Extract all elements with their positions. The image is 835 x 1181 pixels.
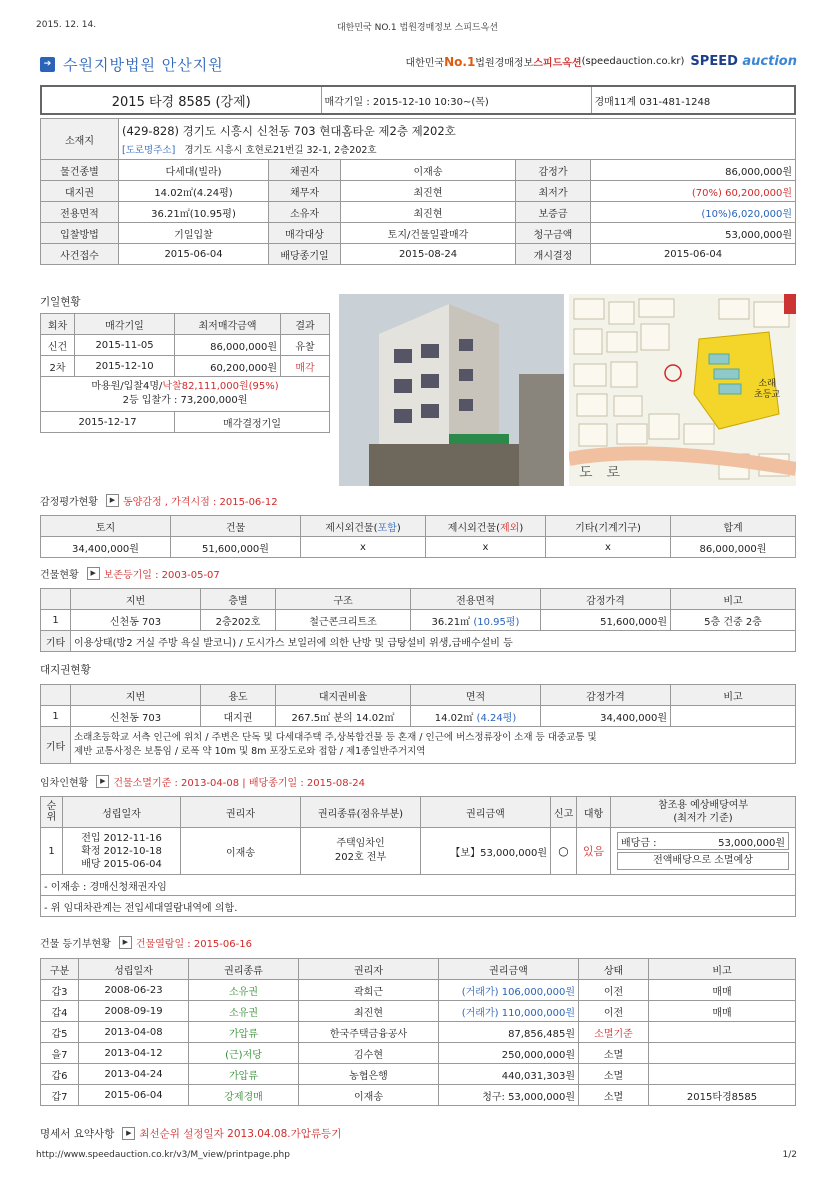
info-value: 이재송 bbox=[341, 160, 516, 181]
reg-amount: (거래가) 110,000,000원 bbox=[439, 1001, 579, 1022]
info-label: 개시결정 bbox=[516, 244, 591, 265]
reg-amount: 440,031,303원 bbox=[439, 1064, 579, 1085]
head-part: ) bbox=[519, 522, 524, 534]
info-label: 사건접수 bbox=[41, 244, 119, 265]
play-icon[interactable]: ▶ bbox=[119, 936, 132, 949]
reg-kind: (근)저당 bbox=[189, 1043, 299, 1064]
reg-no: 갑5 bbox=[41, 1022, 79, 1043]
print-title: 대한민국 NO.1 법원경매정보 스피드옥션 bbox=[336, 23, 499, 33]
building-head: 층별 bbox=[201, 589, 276, 610]
court-dept: 경매11계 031-481-1248 bbox=[591, 86, 795, 114]
registry-head: 구분 bbox=[41, 959, 79, 980]
usage: 대지권 bbox=[201, 706, 276, 727]
head-part: 제시외건물( bbox=[325, 522, 378, 534]
table-row bbox=[41, 1022, 796, 1043]
info-value: 14.02㎡(4.24평) bbox=[119, 181, 269, 202]
case-table bbox=[40, 85, 796, 115]
tenant-head-sub: (최저가 기준) bbox=[673, 813, 733, 824]
area-m2: 14.02㎡ bbox=[434, 712, 474, 724]
decision-date: 2015-12-17 bbox=[41, 412, 175, 433]
second-bid: 2등 입찰가 : 73,200,000원 bbox=[122, 395, 248, 406]
section-note: 건물열람일 : 2015-06-16 bbox=[135, 939, 252, 950]
info-label: 채무자 bbox=[269, 181, 341, 202]
reg-kind: 소유권 bbox=[189, 1001, 299, 1022]
road-address-tag[interactable]: [도로명주소] bbox=[122, 144, 176, 156]
min-price: 60,200,000원 bbox=[175, 356, 281, 377]
reg-remark: 2015타경8585 bbox=[649, 1085, 796, 1106]
appraisal-price: 51,600,000원 bbox=[541, 610, 671, 631]
reg-status-base: 소멸기준 bbox=[579, 1022, 649, 1043]
map-school-label-2: 초등교 bbox=[754, 390, 781, 400]
appraisal-value: 86,000,000원 bbox=[671, 537, 796, 558]
registry-head: 비고 bbox=[649, 959, 796, 980]
map-school-label: 소래 bbox=[758, 379, 776, 389]
tenant-note: - 이재송 : 경매신청채권자임 bbox=[41, 875, 796, 896]
play-icon[interactable]: ▶ bbox=[96, 775, 109, 788]
deposit: (10%)6,020,000원 bbox=[591, 202, 796, 223]
head-exclude: 제외 bbox=[499, 522, 520, 534]
etc-label: 기타 bbox=[41, 727, 71, 764]
info-value: 2015-06-04 bbox=[591, 244, 796, 265]
remark bbox=[671, 706, 796, 727]
appraisal-section-title bbox=[40, 493, 278, 508]
section-title: 감정평가현황 bbox=[40, 497, 98, 508]
tenant-head: 권리금액 bbox=[421, 797, 551, 828]
info-value: 53,000,000원 bbox=[591, 223, 796, 244]
dividend-label: 배당금 : bbox=[621, 837, 657, 849]
building-photo bbox=[339, 294, 564, 486]
info-label: 대지권 bbox=[41, 181, 119, 202]
footer-url[interactable]: http://www.speedauction.co.kr/v3/M_view/printpage.php bbox=[36, 1150, 290, 1160]
registry-table bbox=[40, 958, 796, 1106]
reported-mark: ○ bbox=[551, 828, 577, 875]
section-title: 명세서 요약사항 bbox=[40, 1128, 115, 1140]
location-map bbox=[569, 294, 796, 486]
head-part: 제시외건물( bbox=[447, 522, 500, 534]
reg-kind: 가압류 bbox=[189, 1022, 299, 1043]
summary-section-title bbox=[40, 1126, 341, 1141]
reg-holder: 한국주택금융공사 bbox=[299, 1022, 439, 1043]
reg-status: 이전 bbox=[579, 980, 649, 1001]
brand-mid: 법원경매정보 bbox=[475, 58, 534, 69]
appraisal-head: 합계 bbox=[671, 516, 796, 537]
reg-amount: 87,856,485원 bbox=[439, 1022, 579, 1043]
tenant-head: 참조용 예상배당여부 bbox=[657, 800, 749, 811]
building-head: 구조 bbox=[276, 589, 411, 610]
logo-auction: auction bbox=[742, 54, 797, 69]
reg-date: 2013-04-24 bbox=[79, 1064, 189, 1085]
schedule-table bbox=[40, 313, 330, 433]
info-table bbox=[40, 118, 796, 265]
winning-bid: 낙찰82,111,000원(95%) bbox=[162, 381, 279, 392]
reg-status: 소멸 bbox=[579, 1085, 649, 1106]
reg-no: 을7 bbox=[41, 1043, 79, 1064]
land-etc-line2: 제반 교통사정은 보통임 / 로폭 약 10m 및 8m 포장도로와 접함 / 제1종일반주거지역 bbox=[74, 746, 426, 757]
table-row bbox=[41, 1085, 796, 1106]
area bbox=[411, 706, 541, 727]
play-icon[interactable]: ▶ bbox=[122, 1127, 135, 1140]
section-note: 동양감정 , 가격시점 : 2015-06-12 bbox=[122, 497, 278, 508]
table-row bbox=[41, 706, 796, 727]
appraisal-value: x bbox=[426, 537, 546, 558]
occupied-part: 202호 전부 bbox=[334, 852, 387, 863]
case-number: 2015 타경 8585 (강제) bbox=[41, 86, 321, 114]
remark: 5층 건중 2층 bbox=[671, 610, 796, 631]
sale-day: 2015-12-10 bbox=[75, 356, 175, 377]
logo-speed: SPEED bbox=[690, 54, 738, 69]
row-no: 1 bbox=[41, 706, 71, 727]
address-main: (429-828) 경기도 시흥시 신천동 703 현대홈타운 제2층 제202호 bbox=[122, 123, 456, 138]
schedule-head: 최저매각금액 bbox=[175, 314, 281, 335]
registry-head: 권리금액 bbox=[439, 959, 579, 980]
land-section-title: 대지권현황 bbox=[40, 664, 91, 676]
registry-head: 권리자 bbox=[299, 959, 439, 980]
brand-banner bbox=[405, 54, 797, 69]
floor: 2층202호 bbox=[201, 610, 276, 631]
building-head: 지번 bbox=[71, 589, 201, 610]
table-row bbox=[41, 610, 796, 631]
reg-date: 2013-04-08 bbox=[79, 1022, 189, 1043]
registry-head: 성립일자 bbox=[79, 959, 189, 980]
etc-label: 기타 bbox=[41, 631, 71, 652]
schedule-head: 회차 bbox=[41, 314, 75, 335]
appraisal-head: 토지 bbox=[41, 516, 171, 537]
section-title: 임차인현황 bbox=[40, 778, 89, 789]
dividend-note: 전액배당으로 소멸예상 bbox=[617, 852, 789, 870]
result-sold: 매각 bbox=[281, 356, 330, 377]
row-no: 1 bbox=[41, 610, 71, 631]
min-price: 86,000,000원 bbox=[175, 335, 281, 356]
area bbox=[411, 610, 541, 631]
tenant-note: - 위 임대차관계는 전입세대열람내역에 의함. bbox=[41, 896, 796, 917]
land-head: 대지권비율 bbox=[276, 685, 411, 706]
info-value: 86,000,000원 bbox=[591, 160, 796, 181]
brand-url: (speedauction.co.kr) bbox=[581, 56, 685, 67]
print-date: 2015. 12. 14. bbox=[36, 20, 97, 30]
minimum-price: (70%) 60,200,000원 bbox=[591, 181, 796, 202]
reg-date: 2015-06-04 bbox=[79, 1085, 189, 1106]
reg-remark bbox=[649, 1064, 796, 1085]
reg-amount: (거래가) 106,000,000원 bbox=[439, 980, 579, 1001]
reg-holder: 최진현 bbox=[299, 1001, 439, 1022]
tenant-head: 신고 bbox=[551, 797, 577, 828]
road-address: 경기도 시흥시 호현로21번길 32-1, 2층202호 bbox=[184, 144, 377, 156]
court-name: 수원지방법원 안산지원 bbox=[63, 55, 224, 74]
lot-number: 신천동 703 bbox=[71, 706, 201, 727]
info-label: 최저가 bbox=[516, 181, 591, 202]
info-label: 소유자 bbox=[269, 202, 341, 223]
building-head: 전용면적 bbox=[411, 589, 541, 610]
reg-no: 갑4 bbox=[41, 1001, 79, 1022]
table-row bbox=[41, 335, 330, 356]
tenant-head: 순위 bbox=[41, 797, 63, 828]
right-amount: 【보】53,000,000원 bbox=[421, 828, 551, 875]
reg-holder: 이재송 bbox=[299, 1085, 439, 1106]
reg-amount: 250,000,000원 bbox=[439, 1043, 579, 1064]
sale-date: 매각기일 : 2015-12-10 10:30~(목) bbox=[321, 86, 591, 114]
info-label: 채권자 bbox=[269, 160, 341, 181]
info-label: 전용면적 bbox=[41, 202, 119, 223]
court-header bbox=[40, 52, 440, 76]
dividend-date: 배당 2015-06-04 bbox=[81, 858, 162, 870]
appraisal-head bbox=[301, 516, 426, 537]
brand-speed: 스피드옥션 bbox=[533, 58, 582, 69]
schedule-head: 매각기일 bbox=[75, 314, 175, 335]
map-road-label-2: 로 bbox=[606, 465, 635, 481]
appraisal-head: 건물 bbox=[171, 516, 301, 537]
reg-kind: 소유권 bbox=[189, 980, 299, 1001]
land-ratio: 267.5㎡ 분의 14.02㎡ bbox=[276, 706, 411, 727]
reg-status: 이전 bbox=[579, 1001, 649, 1022]
reg-kind: 강제경매 bbox=[189, 1085, 299, 1106]
confirm-date: 확정 2012-10-18 bbox=[81, 845, 162, 857]
head-include: 포함 bbox=[377, 522, 397, 534]
section-note: 보존등기일 : 2003-05-07 bbox=[103, 570, 220, 581]
info-label: 감정가 bbox=[516, 160, 591, 181]
land-etc-line1: 소래초등학교 서측 인근에 위치 / 주변은 단독 및 다세대주택 주,상복합건물 등 혼재 / 인근에 버스정류장이 소재 등 대중교통 및 bbox=[74, 732, 597, 743]
table-row bbox=[41, 1064, 796, 1085]
table-row bbox=[41, 356, 330, 377]
info-label: 청구금액 bbox=[516, 223, 591, 244]
info-value: 최진현 bbox=[341, 181, 516, 202]
land-head: 지번 bbox=[71, 685, 201, 706]
move-in-date: 전입 2012-11-16 bbox=[81, 832, 162, 844]
reg-date: 2008-09-19 bbox=[79, 1001, 189, 1022]
lot-number: 신천동 703 bbox=[71, 610, 201, 631]
schedule-head: 결과 bbox=[281, 314, 330, 335]
reg-amount: 청구: 53,000,000원 bbox=[439, 1085, 579, 1106]
reg-no: 갑7 bbox=[41, 1085, 79, 1106]
decision-label: 매각결정기일 bbox=[175, 412, 330, 433]
land-head: 감정가격 bbox=[541, 685, 671, 706]
result: 유찰 bbox=[281, 335, 330, 356]
section-note: 건물소멸기준 : 2013-04-08 | 배당종기일 : 2015-08-24 bbox=[113, 778, 365, 789]
tenant-table bbox=[40, 796, 796, 917]
section-title: 건물 등기부현황 bbox=[40, 939, 111, 950]
tenant-name: 이재송 bbox=[181, 828, 301, 875]
info-label: 보증금 bbox=[516, 202, 591, 223]
reg-date: 2008-06-23 bbox=[79, 980, 189, 1001]
reg-status: 소멸 bbox=[579, 1064, 649, 1085]
reg-kind: 가압류 bbox=[189, 1064, 299, 1085]
appraisal-head: 기타(기계기구) bbox=[546, 516, 671, 537]
building-table bbox=[40, 588, 796, 652]
brand-no1: No.1 bbox=[444, 54, 476, 69]
registry-head: 권리종류 bbox=[189, 959, 299, 980]
info-value: 36.21㎡(10.95평) bbox=[119, 202, 269, 223]
reg-remark bbox=[649, 1022, 796, 1043]
info-label: 매각대상 bbox=[269, 223, 341, 244]
page-number: 1/2 bbox=[782, 1150, 797, 1160]
reg-holder: 곽희근 bbox=[299, 980, 439, 1001]
speed-auction-logo bbox=[690, 54, 797, 69]
info-label: 입찰방법 bbox=[41, 223, 119, 244]
info-value: 2015-08-24 bbox=[341, 244, 516, 265]
appraisal-price: 34,400,000원 bbox=[541, 706, 671, 727]
brand-prefix: 대한민국 bbox=[405, 58, 445, 69]
right-kind: 주택임차인 bbox=[336, 838, 385, 849]
reg-no: 갑6 bbox=[41, 1064, 79, 1085]
appraisal-value: 34,400,000원 bbox=[41, 537, 171, 558]
appraisal-value: x bbox=[546, 537, 671, 558]
play-icon[interactable]: ▶ bbox=[106, 494, 119, 507]
address-label: 소재지 bbox=[41, 119, 119, 160]
appraisal-value: x bbox=[301, 537, 426, 558]
area-pyeong: (10.95평) bbox=[473, 616, 520, 628]
appraisal-table bbox=[40, 515, 796, 558]
info-value: 기일입찰 bbox=[119, 223, 269, 244]
reg-holder: 농협은행 bbox=[299, 1064, 439, 1085]
registry-head: 상태 bbox=[579, 959, 649, 980]
winner-info: 마용원/입찰4명/ bbox=[91, 381, 163, 392]
appraisal-value: 51,600,000원 bbox=[171, 537, 301, 558]
dividend-amount: 53,000,000원 bbox=[718, 837, 785, 849]
round: 신건 bbox=[41, 335, 75, 356]
tenant-head: 권리종류(점유부분) bbox=[301, 797, 421, 828]
arrow-icon: ➔ bbox=[40, 57, 55, 72]
structure: 철근콘크리트조 bbox=[276, 610, 411, 631]
round: 2차 bbox=[41, 356, 75, 377]
row-no: 1 bbox=[41, 828, 63, 875]
tenant-head: 권리자 bbox=[181, 797, 301, 828]
table-row bbox=[41, 828, 796, 875]
tenant-head: 성립일자 bbox=[63, 797, 181, 828]
info-value: 다세대(빌라) bbox=[119, 160, 269, 181]
reg-remark: 매매 bbox=[649, 980, 796, 1001]
section-title: 건물현황 bbox=[40, 570, 79, 581]
land-head: 비고 bbox=[671, 685, 796, 706]
info-value: 토지/건물일괄매각 bbox=[341, 223, 516, 244]
land-head: 용도 bbox=[201, 685, 276, 706]
table-row bbox=[41, 1043, 796, 1064]
building-head: 감정가격 bbox=[541, 589, 671, 610]
info-value: 2015-06-04 bbox=[119, 244, 269, 265]
tenant-head: 대항 bbox=[577, 797, 611, 828]
info-label: 배당종기일 bbox=[269, 244, 341, 265]
building-head: 비고 bbox=[671, 589, 796, 610]
building-etc: 이용상태(방2 거실 주방 욕실 발코니) / 도시가스 보일러에 의한 난방 및 급탕설비 위생,급배수설비 등 bbox=[71, 631, 796, 652]
reg-no: 갑3 bbox=[41, 980, 79, 1001]
registry-section-title bbox=[40, 935, 252, 950]
reg-date: 2013-04-12 bbox=[79, 1043, 189, 1064]
reg-remark bbox=[649, 1043, 796, 1064]
reg-remark: 매매 bbox=[649, 1001, 796, 1022]
sale-day: 2015-11-05 bbox=[75, 335, 175, 356]
land-head: 면적 bbox=[411, 685, 541, 706]
map-road-label: 도 bbox=[579, 465, 607, 481]
area-pyeong: (4.24평) bbox=[476, 712, 517, 724]
appraisal-head bbox=[426, 516, 546, 537]
head-part: ) bbox=[396, 522, 401, 534]
section-note: 최선순위 설정일자 2013.04.08.가압류등기 bbox=[139, 1128, 342, 1140]
land-table bbox=[40, 684, 796, 764]
area-m2: 36.21㎡ bbox=[431, 616, 471, 628]
opposing-power: 있음 bbox=[577, 828, 611, 875]
tenant-section-title bbox=[40, 774, 365, 789]
info-label: 물건종별 bbox=[41, 160, 119, 181]
table-row bbox=[41, 980, 796, 1001]
play-icon[interactable]: ▶ bbox=[87, 567, 100, 580]
reg-holder: 김수현 bbox=[299, 1043, 439, 1064]
schedule-title: 기일현황 bbox=[40, 296, 81, 308]
info-value: 최진현 bbox=[341, 202, 516, 223]
building-section-title bbox=[40, 566, 220, 581]
reg-status: 소멸 bbox=[579, 1043, 649, 1064]
table-row bbox=[41, 1001, 796, 1022]
